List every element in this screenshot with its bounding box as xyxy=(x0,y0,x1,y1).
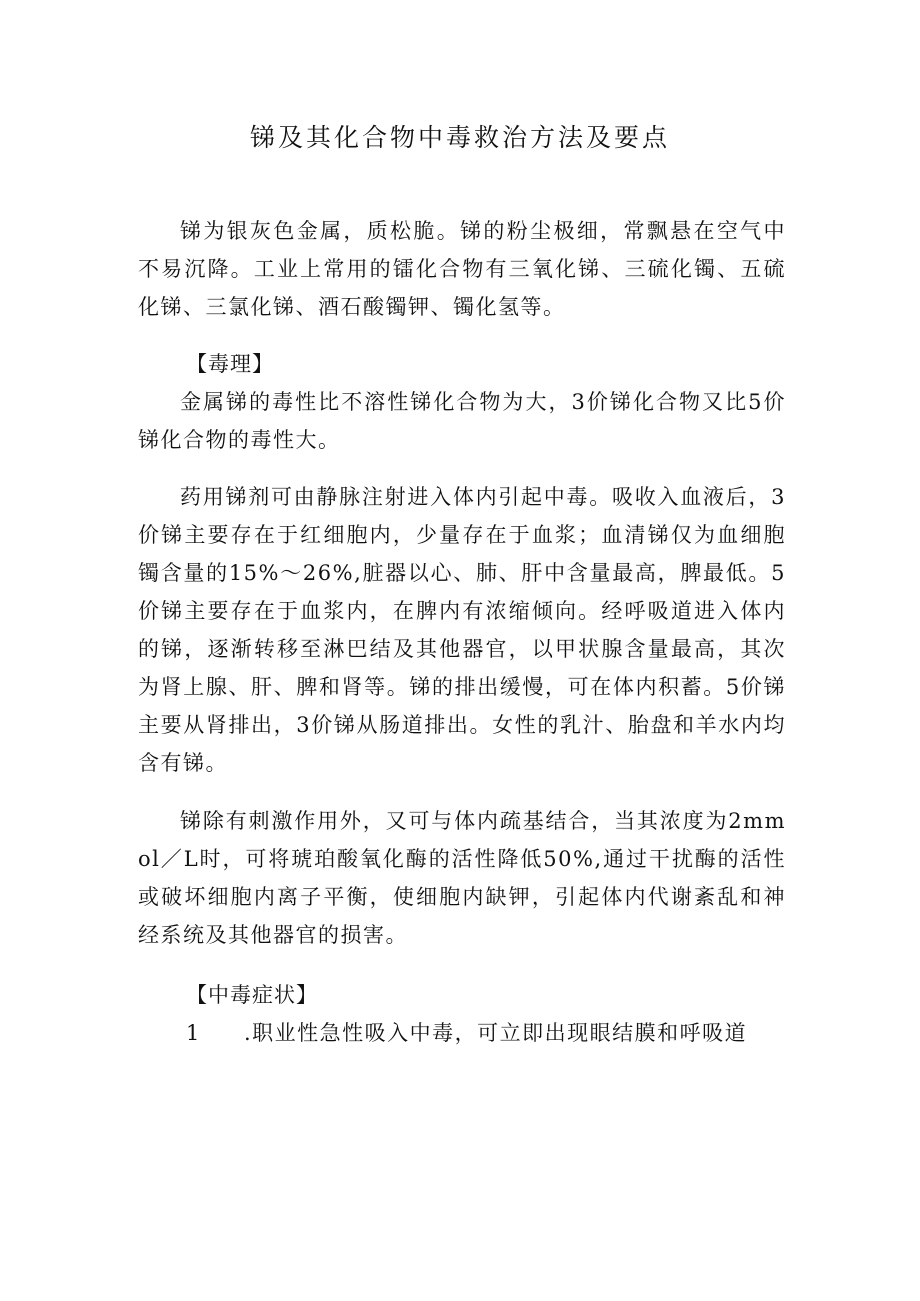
toxicology-paragraph-1: 金属锑的毒性比不溶性锑化合物为大，3价锑化合物又比5价锑化合物的毒性大。 xyxy=(138,390,786,452)
section-heading-symptoms: 【中毒症状】 xyxy=(186,983,318,1007)
list-item-text: .职业性急性吸入中毒，可立即出现眼结膜和呼吸道 xyxy=(244,1021,748,1045)
list-item-number: 1 xyxy=(186,1021,201,1045)
toxicology-paragraph-2: 药用锑剂可由静脉注射进入体内引起中毒。吸收入血液后，3价锑主要存在于红细胞内，少量存在于血浆；血清锑仅为血细胞镯含量的15%～26%,脏器以心、肺、肝中含量最高，脾最低。5价锑主要存在于血浆内，在脾内有浓缩倾向。经呼吸道进入体内的锑，逐渐转移至淋巴结及其他器官，以甲状腺含量最高，其次为肾上腺、肝、脾和肾等。锑的排出缓慢，可在体内积蓄。5价锑主要从肾排出，3价锑从肠道排出。女性的乳汁、胎盘和羊水内均含有锑。 xyxy=(138,485,786,775)
page-title: 锑及其化合物中毒救治方法及要点 xyxy=(249,123,670,152)
list-item xyxy=(138,1014,786,1052)
toxicology-paragraph-3: 锑除有刺激作用外，又可与体内疏基结合，当其浓度为2mmol／L时，可将琥珀酸氧化酶的活性降低50%,通过干扰酶的活性或破坏细胞内离子平衡，使细胞内缺钾，引起体内代谢紊乱和神经系统及其他器官的损害。 xyxy=(138,809,786,947)
intro-paragraph: 锑为银灰色金属，质松脆。锑的粉尘极细，常飘悬在空气中不易沉降。工业上常用的镭化合物有三氧化锑、三硫化镯、五硫化锑、三氯化锑、酒石酸镯钾、镯化氢等。 xyxy=(138,219,786,319)
section-heading-toxicology: 【毒理】 xyxy=(186,352,274,376)
document-body xyxy=(138,212,786,1052)
